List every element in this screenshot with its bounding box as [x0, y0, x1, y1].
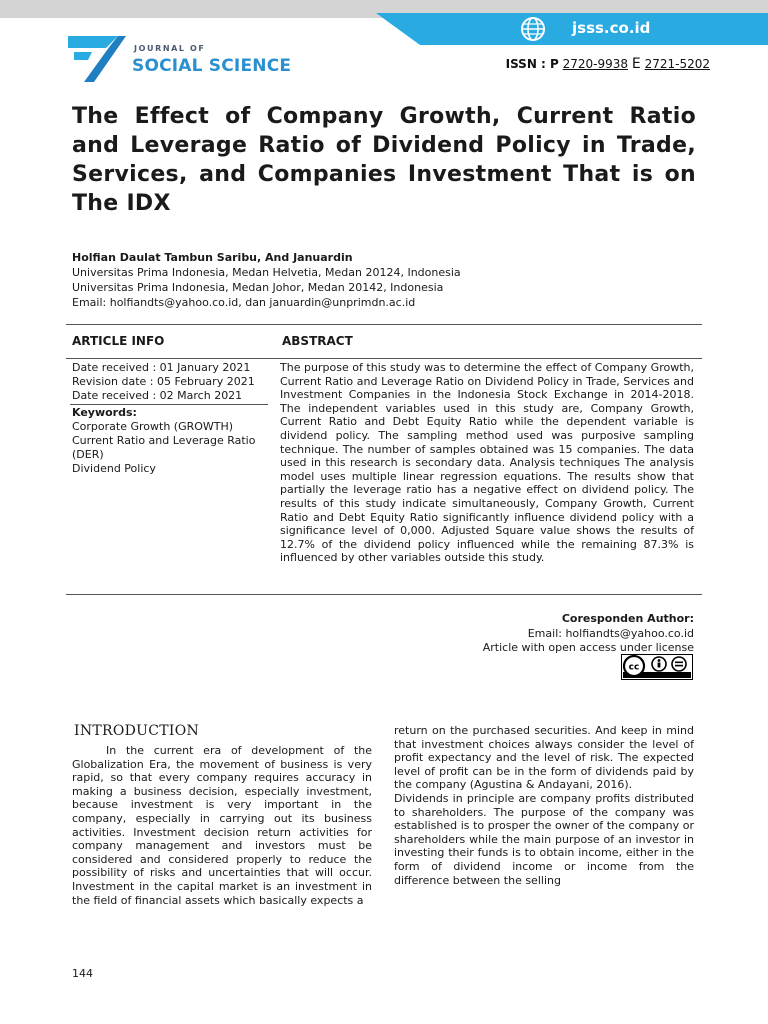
article-info-heading: ARTICLE INFO — [72, 334, 165, 348]
page-number: 144 — [72, 967, 93, 980]
article-dates: Date received : 01 January 2021 Revision date : 05 February 2021 Date received : 02 March 2021 — [72, 361, 255, 402]
keyword-item: Current Ratio and Leverage Ratio (DER) — [72, 434, 256, 461]
correspondence-email[interactable]: Email: holfiandts@yahoo.co.id — [527, 626, 694, 640]
paragraph: In the current era of development of the Globalization Era, the movement of business is very rapid, so that every company requires accuracy in making a business decision, especially investment, because investment is very important in the company, especially in carrying out its business activities. Investment decision return activities for company management and investors must be considered and considered properly to reduce the possibility of risks and uncertainties that will occur. Investment in the capital market is an investment in the field of financial assets which basically expects a — [72, 744, 372, 907]
journal-logo-icon — [66, 34, 126, 84]
introduction-column-2 — [394, 724, 694, 887]
license-text: Article with open access under license — [482, 641, 694, 654]
abstract-heading: ABSTRACT — [282, 334, 353, 348]
affiliation-1: Universitas Prima Indonesia, Medan Helvetia, Medan 20124, Indonesia — [72, 266, 461, 279]
svg-text:cc: cc — [628, 662, 640, 673]
cc-license-badge-icon[interactable] — [621, 654, 693, 680]
paragraph: Dividends in principle are company profits distributed to shareholders. The purpose of the company was established is to prosper the owner of the company or shareholders while the main purpose of an investor in investing their funds is to obtain income, either in the form of dividend income or income from the difference between the selling — [394, 791, 694, 887]
keyword-list — [72, 420, 268, 476]
article-title: The Effect of Company Growth, Current Ratio and Leverage Ratio of Dividend Policy in Trade, Services, and Companies Investment That is on The IDX — [72, 104, 696, 216]
keywords-label: Keywords: — [72, 406, 137, 419]
journal-logo-subtitle: JOURNAL OF — [134, 44, 206, 53]
correspondence-label: Coresponden Author: — [561, 612, 694, 625]
affiliation-2: Universitas Prima Indonesia, Medan Johor, Medan 20142, Indonesia — [72, 281, 444, 294]
paragraph: return on the purchased securities. And keep in mind that investment choices always consider the level of profit expectancy and the level of risk. The expected level of profit can be in the form of dividends paid by the company (Agustina & Andayani, 2016). — [394, 724, 694, 792]
correspondence-block — [483, 612, 694, 656]
abstract-text: The purpose of this study was to determine the effect of Company Growth, Current Ratio and Leverage Ratio on Dividend Policy in Trade, Services and Investment Companies in the Indonesia Stock Exchange in 2014-2018. The independent variables used in this study are, Company Growth, Current Ratio and Debt Equity Ratio while the dependent variable is dividend policy. The sampling method used was purposive sampling technique. The number of samples obtained was 15 companies. The data used in this research is secondary data. Analysis techniques The analysis model uses multiple linear regression equations. The results show that partially the leverage ratio has a negative effect on dividend policy. The results of this study indicate simultaneously, Company Growth, Current Ratio and Debt Equity Ratio significantly influence dividend policy with a significance level of 0,000. Adjusted Square value shows the results of 12.7% of the dividend policy influenced while the remaining 87.3% is influenced by other variables outside this study. — [280, 361, 694, 565]
keyword-item: Corporate Growth (GROWTH) — [72, 420, 234, 433]
website-link[interactable]: jsss.co.id — [572, 19, 651, 37]
divider — [66, 324, 702, 325]
author-names: Holfian Daulat Tambun Saribu, And Januardin — [72, 251, 353, 264]
author-emails: Email: holfiandts@yahoo.co.id, dan januardin@unprimdn.ac.id — [72, 296, 416, 309]
issn-electronic[interactable]: 2721-5202 — [644, 57, 710, 71]
divider — [66, 358, 702, 359]
keyword-item: Dividend Policy — [72, 462, 156, 475]
introduction-heading: INTRODUCTION — [74, 723, 200, 739]
issn-print[interactable]: 2720-9938 — [562, 57, 629, 71]
divider — [70, 404, 268, 405]
divider — [66, 594, 702, 595]
globe-icon — [520, 16, 546, 42]
journal-logo-title: SOCIAL SCIENCE — [132, 56, 292, 76]
author-block — [72, 250, 702, 310]
issn-line: ISSN : P 2720-9938 E 2721-5202 — [505, 56, 710, 72]
introduction-column-1 — [72, 722, 372, 907]
